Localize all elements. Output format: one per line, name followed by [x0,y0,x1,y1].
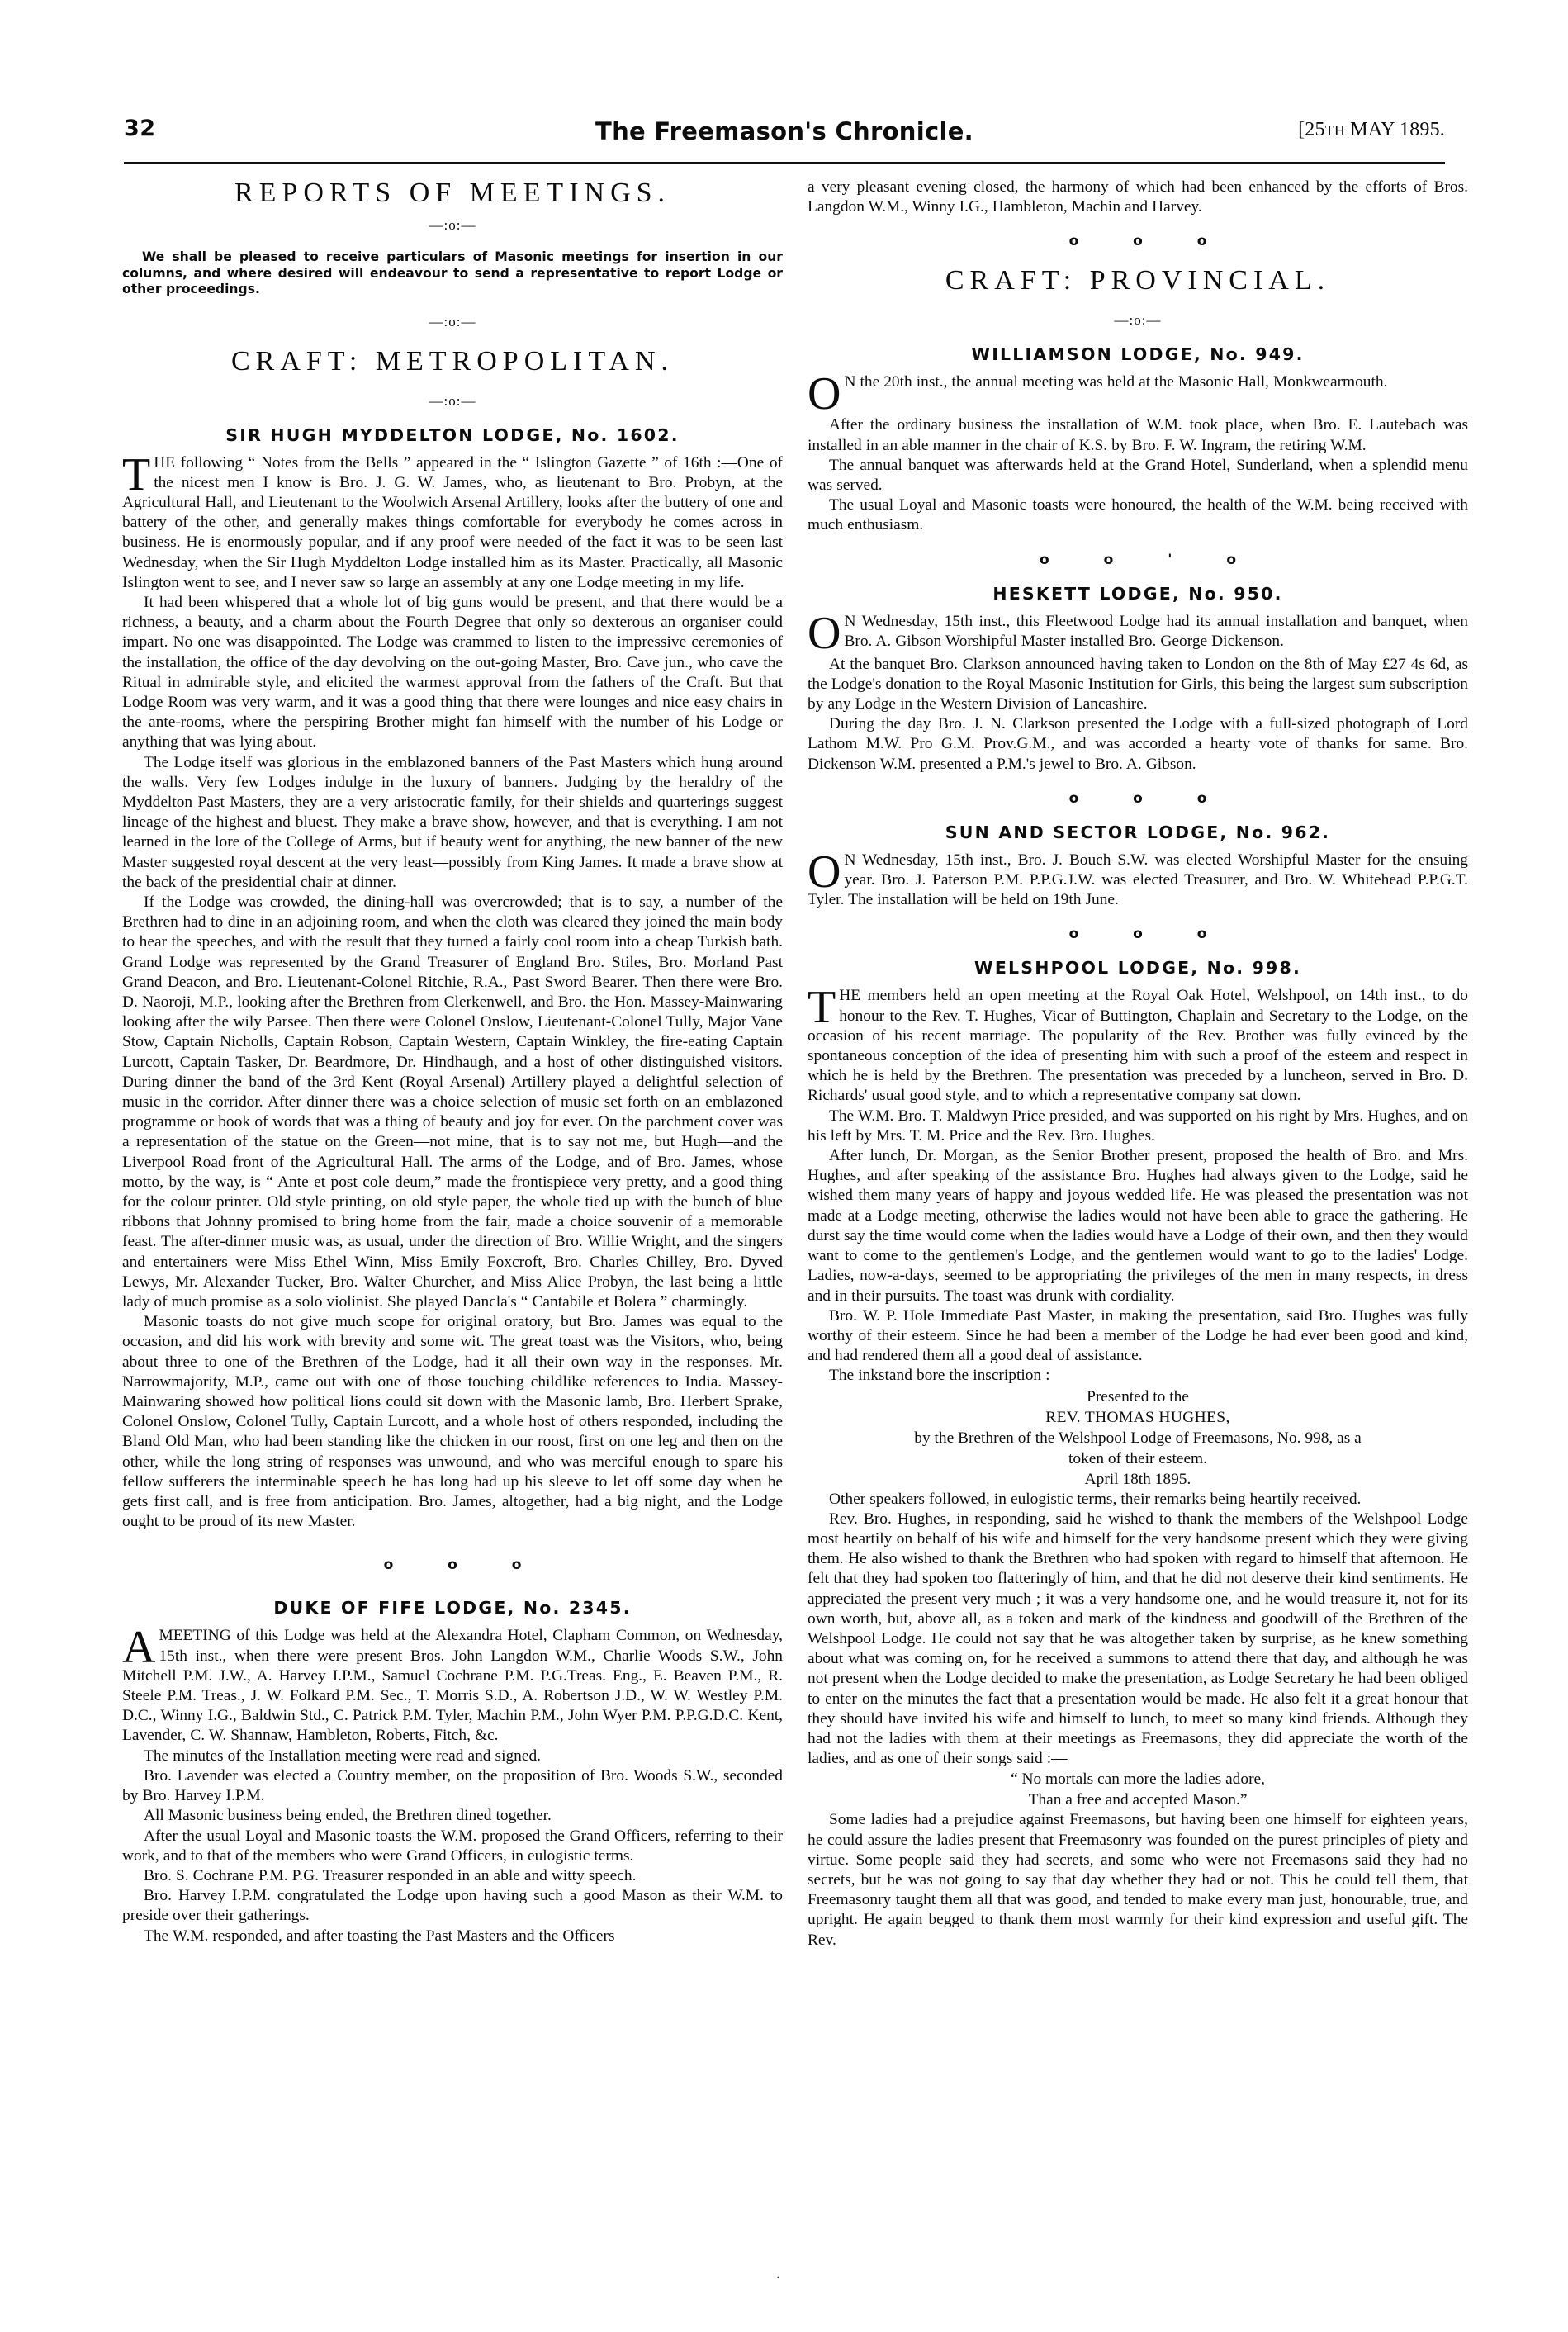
ornament-rule: —:o:— [429,217,476,233]
article-opening [122,1622,783,1746]
ornament-dots: o o ' o [1040,551,1261,568]
paragraph: Some ladies had a prejudice against Freemasons, but having been one himself for eighteen years, he could assure the ladies present that Freemasonry was founded on the purest principles of piety and virtue. Some people said they had secrets, and some who were not Freemasons said they had no secrets, but he was not going to say that day whether they had or not. This he could tell them, that Freemasonry taught them all that was good, and tended to make every man just, honourable, true, and upright. He again begged to thank them most warmly for their kind expression and useful gift. The Rev. [808,1811,1468,1949]
article-opening [808,607,1468,659]
lodge-heading-sir-hugh-myddelton: SIR HUGH MYDDELTON LODGE, No. 1602. [225,424,680,445]
paragraph: The W.M. responded, and after toasting the Past Masters and the Officers [144,1927,615,1945]
heading-craft-provincial: CRAFT: PROVINCIAL. [945,265,1331,296]
paragraph: Other speakers followed, in eulogistic terms, their remarks being heartily received. [829,1490,1362,1508]
ornament-rule: —:o:— [429,392,476,409]
ornament-rule: —:o:— [1114,312,1162,329]
paragraph: Rev. Bro. Hughes, in responding, said he wished to thank the members of the Welshpool Lodge most heartily on behalf of his wife and himself for the very handsome present which they were giving them. He also wished to thank the Brethren who had spoken with regard to himself that afternoon. He felt that they had spoken too flatteringly of him, and that he did not deserve their kind sentiments. He appreciated the present very much ; it was a very handsome one, and he would treasure it, not for its own worth, but, above all, as a token and mark of the kindness and goodwill of the Brethren of the Welshpool Lodge. He could not say that he was altogether taken by surprise, as he knew something about what was coming on, for he received a summons to attend there that day, and although he was not present when the Lodge decided to make the presentation, as Lodge Secretary he had been obliged to enter on the minutes the fact that a presentation would be made. He also felt it a great honour that they should have invited his wife and himself to lunch, to meet so many kind friends. Although they had not the ladies with them at their meetings as Freemasons, they did appreciate the worth of the ladies, and as one of their songs said :— [808,1510,1468,1768]
drop-cap: O [808,846,841,898]
paragraph: Bro. Harvey I.P.M. congratulated the Lodge upon having such a good Mason as their W.M. to preside over their gatherings. [122,1887,783,1925]
page-footer-mark: . [776,2264,780,2282]
paragraph: After lunch, Dr. Morgan, as the Senior Brother present, proposed the health of Bro. and Mrs. Hughes, and after speaking of the assistance Bro. Hughes had always given to the Lodge, said he wished them many years of happy and joyous wedded life. He was pleased the presentation was not made at a Lodge meeting, otherwise the ladies would not have been able to grace the gathering. He durst say the time would come when the ladies would have a Lodge of their own, and then they would want to come to the gentlemen's Lodge, and the gentlemen would want to go to the ladies' Lodge. Ladies, now-a-days, seemed to be appropriating the privileges of the men in many respects, in dress and in their pursuits. The toast was drunk with cordiality. [808,1147,1468,1305]
drop-cap: O [808,607,841,659]
paragraph: The inkstand bore the inscription : [829,1367,1050,1385]
paragraph: After the ordinary business the installation of W.M. took place, when Bro. E. Lautebach was installed in an able manner in the chair of K.S. by Bro. F. W. Ingram, the retiring W.M. [808,416,1468,454]
paragraph: It had been whispered that a whole lot of big guns would be present, and that there would be a richness, a beauty, and a charm about the Fourth Degree that only so dexterous an organiser could impart. No one was disappointed. The Lodge was crammed to listen to the impressive ceremonies of the installation, the office of the day devolving on the out-going Master, Bro. Cave jun., who cave the Ritual in admirable style, and elicited the warmest approval from the fathers of the Craft. But that Lodge Room was very warm, and it was a good thing that there were lounges and nice easy chairs in the ante-rooms, where the perspiring Brother might fan himself with the number of his Lodge or anything that was lying about. [122,593,783,751]
paragraph: N the 20th inst., the annual meeting was held at the Masonic Hall, Monkwearmouth. [844,373,1388,391]
ornament-dots: o o o [1068,233,1232,250]
verse-line: Than a free and accepted Mason.” [1028,1791,1248,1809]
ornament-dots: o o o [1068,926,1232,943]
paragraph: MEETING of this Lodge was held at the Alexandra Hotel, Clapham Common, on Wednesday, 15th inst., when there were present Bros. John Langdon W.M., Charlie Woods S.W., John Mitchell P.M. J.W., A. Harvey I.P.M., Samuel Cochrane P.M. P.G.Treas. Eng., E. Beaven P.M., R. Steele P.M. Treas., J. W. Folkard P.M. Sec., T. Morris S.D., A. Robertson J.D., W. W. Westley P.M. D.C., Winny I.G., Baldwin Std., C. Patrick P.M. Tyler, Machin P.M., John Wyer P.M. P.P.G.D.C. Kent, Lavender, C. W. Shannaw, Hambleton, Roberts, Fitch, &c. [122,1627,783,1745]
inscription-date: April 18th 1895. [1084,1470,1191,1488]
paragraph: The annual banquet was afterwards held at the Grand Hotel, Sunderland, when a splendid menu was served. [808,456,1468,495]
paragraph: After the usual Loyal and Masonic toasts the W.M. proposed the Grand Officers, referring to their work, and to that of the members who were Grand Officers, in eulogistic terms. [122,1827,783,1865]
paragraph-continuation: a very pleasant evening closed, the harmony of which had been enhanced by the efforts of Bros. Langdon W.M., Winny I.G., Hambleton, Machin and Harvey. [808,178,1468,216]
paragraph: The W.M. Bro. T. Maldwyn Price presided, and was supported on his right by Mrs. Hughes, and on his left by Mrs. T. M. Price and the Rev. Bro. Hughes. [808,1107,1468,1145]
issue-date: [25TH MAY 1895. [1298,119,1445,140]
drop-cap: T [122,448,151,500]
paragraph: HE members held an open meeting at the Royal Oak Hotel, Welshpool, on 14th inst., to do honour to the Rev. T. Hughes, Vicar of Buttington, Chaplain and Secretary to the Lodge, on the occasion of his recent marriage. The popularity of the Rev. Brother was fully evinced by the spontaneous conception of the idea of presenting him with such a proof of the esteem and respect in which he is held by the Brethren. The presentation was preceded by a luncheon, served in Bro. D. Richards' usual good style, and to which a representative company sat down. [808,987,1468,1105]
inscription-line: by the Brethren of the Welshpool Lodge of Freemasons, No. 998, as a [914,1429,1362,1447]
paragraph: Bro. W. P. Hole Immediate Past Master, in making the presentation, said Bro. Hughes was fully worthy of their esteem. Since he had been a member of the Lodge he had ever been good and kind, and had rendered them all a good deal of assistance. [808,1306,1468,1365]
verse-line: “ No mortals can more the ladies adore, [1011,1770,1265,1789]
paragraph: HE following “ Notes from the Bells ” appeared in the “ Islington Gazette ” of 16th :—One of the nicest men I know is Bro. J. G. W. James, who, as lieutenant to Bro. Probyn, at the Agricultural Hall, and Lieutenant to the Woolwich Arsenal Artillery, looks after the buttery of one and battery of the other, and generally makes things comfortable for everybody he comes across in business. He is enormously popular, and if any proof were needed of the fact it was to be seen last Wednesday, when the Sir Hugh Myddelton Lodge installed him as its Master. Practically, all Masonic Islington went to see, and I never saw so large an assembly at any one Lodge meeting in my life. [122,453,783,591]
paragraph: Bro. Lavender was elected a Country member, on the proposition of Bro. Woods S.W., seconded by Bro. Harvey I.P.M. [122,1766,783,1805]
left-column [122,178,783,1946]
lodge-heading-williamson: WILLIAMSON LODGE, No. 949. [971,344,1305,365]
drop-cap: A [122,1622,156,1674]
paragraph: N Wednesday, 15th inst., Bro. J. Bouch S.W. was elected Worshipful Master for the ensuing year. Bro. J. Paterson P.M. P.P.G.J.W. was elected Treasurer, and Bro. W. Whitehead P.P.G.T. Tyler. The installation will be held on 19th June. [808,851,1468,909]
ornament-dots: o o o [383,1557,547,1574]
paragraph: During the day Bro. J. N. Clarkson presented the Lodge with a full-sized photograph of Lord Lathom M.W. Pro G.M. Prov.G.M., and was accorded a hearty vote of thanks for same. Bro. Dickenson W.M. presented a P.M.'s jewel to Bro. A. Gibson. [808,715,1468,773]
masthead [124,116,1445,155]
ornament-dots: o o o [1068,789,1232,807]
lodge-heading-welshpool: WELSHPOOL LODGE, No. 998. [974,958,1301,979]
right-column [808,178,1468,1950]
lodge-heading-heskett: HESKETT LODGE, No. 950. [992,583,1283,604]
lodge-heading-sun-and-sector: SUN AND SECTOR LODGE, No. 962. [945,822,1331,842]
heading-craft-metropolitan: CRAFT: METROPOLITAN. [230,345,675,377]
paragraph: Bro. S. Cochrane P.M. P.G. Treasurer responded in an able and witty speech. [144,1866,637,1884]
publication-title: The Freemason's Chronicle. [595,117,973,145]
paragraph: If the Lodge was crowded, the dining-hall was overcrowded; that is to say, a number of the Brethren had to dine in an adjoining room, and when the cloth was cleared they joined the main body to hear the speeches, and with the result that they turned a fairly cool room into a cheap Turkish bath. Grand Lodge was represented by the Grand Treasurer of England Bro. Stiles, Bro. Morland Past Grand Deacon, and Bro. Lieutenant-Colonel Ritchie, R.A., Past Sword Bearer. Then there were Bro. D. Naoroji, M.P., looking after the Brethren from Clerkenwell, and Bro. the Hon. Massey-Mainwaring looking after the wily Parsee. Then there were Colonel Onslow, Lieutenant-Colonel Tully, Major Vane Stow, Captain Nicholls, Captain Robson, Captain Western, Captain Winkley, the fire-eating Captain Lurcott, Captain Tasker, Dr. Beardmore, Dr. Hindhaugh, and a host of other distinguished visitors. During dinner the band of the 3rd Kent (Royal Arsenal) Artillery played a delightful selection of music in the corridor. After dinner there was a choice selection of music set forth on an emblazoned programme or book of words that was a thing of beauty and joy for ever. On the parchment cover was a representation of the statue on the Green—not mine, that is to say not me, but Hugh—and the Liverpool Road front of the Agricultural Hall. The arms of the Lodge, and of Bro. James, whose motto, by the way, is “ Ante et post cole deum,” made the frontispiece very pretty, and a good thing for the colour printer. Old style printing, on old style paper, the whole tied up with the bunch of blue ribbons that Johnny promised to bring home from the fair, made a choice souvenir of a memorable feast. The after-dinner music was, as usual, under the direction of Bro. Willie Wright, and the singers and entertainers were Miss Ethel Winn, Miss Emily Foxcroft, Bro. Charles Chilley, Bro. Dyved Lewys, Mr. Alexander Tucker, Bro. Walter Churcher, and Miss Alice Probyn, the last being a little lady of much promise as a solo violinist. She played Dancla's “ Cantabile et Bolera ” charmingly. [122,893,783,1311]
drop-cap: T [808,982,836,1034]
article-opening [808,982,1468,1106]
drop-cap: O [808,368,841,420]
editorial-standfirst: We shall be pleased to receive particulars of Masonic meetings for insertion in our columns, and where desired will endeavour to send a representative to report Lodge or other proceedings. [122,249,783,296]
inscription-recipient: REV. THOMAS HUGHES, [1045,1408,1230,1426]
paragraph: All Masonic business being ended, the Brethren dined together. [144,1807,552,1825]
paragraph: Masonic toasts do not give much scope for original oratory, but Bro. James was equal to the occasion, and did his work with brevity and some wit. The great toast was the Visitors, who, being about three to one of the Brethren of the Lodge, had it all their own way in the responses. Mr. Narrowmajority, M.P., came out with one of those touching childlike references to India. Massey-Mainwaring showed how political lions could sit down with the Masonic lamb, Bro. Herbert Sprake, Colonel Onslow, Colonel Tully, Captain Lurcott, and a whole host of others responded, including the Bland Old Man, who had been standing like the chicken in our roost, first on one leg and then on the other, while the long string of responses was unwound, and who was merciful enough to spare his fellow sufferers the interminable speech he has long had up his sleeve to let off some day when he gets first call, and is free from anticipation. Bro. James, altogether, had a big night, and the Lodge ought to be proud of its new Master. [122,1313,783,1531]
article-opening [122,448,783,593]
article-opening [808,846,1468,911]
paragraph: N Wednesday, 15th inst., this Fleetwood Lodge had its annual installation and banquet, when Bro. A. Gibson Worshipful Master installed Bro. George Dickenson. [844,612,1468,650]
paragraph: At the banquet Bro. Clarkson announced having taken to London on the 8th of May £27 4s 6d, as the Lodge's donation to the Royal Masonic Institution for Girls, this being the largest sum subscription by any Lodge in the Western Division of Lancashire. [808,655,1468,713]
paragraph: The Lodge itself was glorious in the emblazoned banners of the Past Masters which hung around the walls. Very few Lodges indulge in the luxury of banners. Judging by the heraldry of the Myddelton Past Masters, they are a very aristocratic family, for their shields and quarterings suggest lineage of the highest and bluest. They make a brave show, however, and that is everything. I am not learned in the lore of the College of Arms, but if beauty went for anything, the new banner of the new Master suggested royal descent at the very least—possibly from King James. It made a brave show at the back of the presidential chair at dinner. [122,753,783,891]
paragraph: The usual Loyal and Masonic toasts were honoured, the health of the W.M. being received with much enthusiasm. [808,496,1468,534]
masthead-rule [124,162,1445,164]
lodge-heading-duke-of-fife: DUKE OF FIFE LODGE, No. 2345. [273,1598,632,1619]
inscription-line: token of their esteem. [1068,1449,1207,1467]
page-number: 32 [124,116,156,141]
section-title-reports-of-meetings: REPORTS OF MEETINGS. [234,178,671,208]
ornament-rule: —:o:— [429,313,476,329]
article-opening [808,368,1468,420]
inscription-line: Presented to the [1087,1387,1189,1405]
paragraph: The minutes of the Installation meeting were read and signed. [144,1747,542,1765]
